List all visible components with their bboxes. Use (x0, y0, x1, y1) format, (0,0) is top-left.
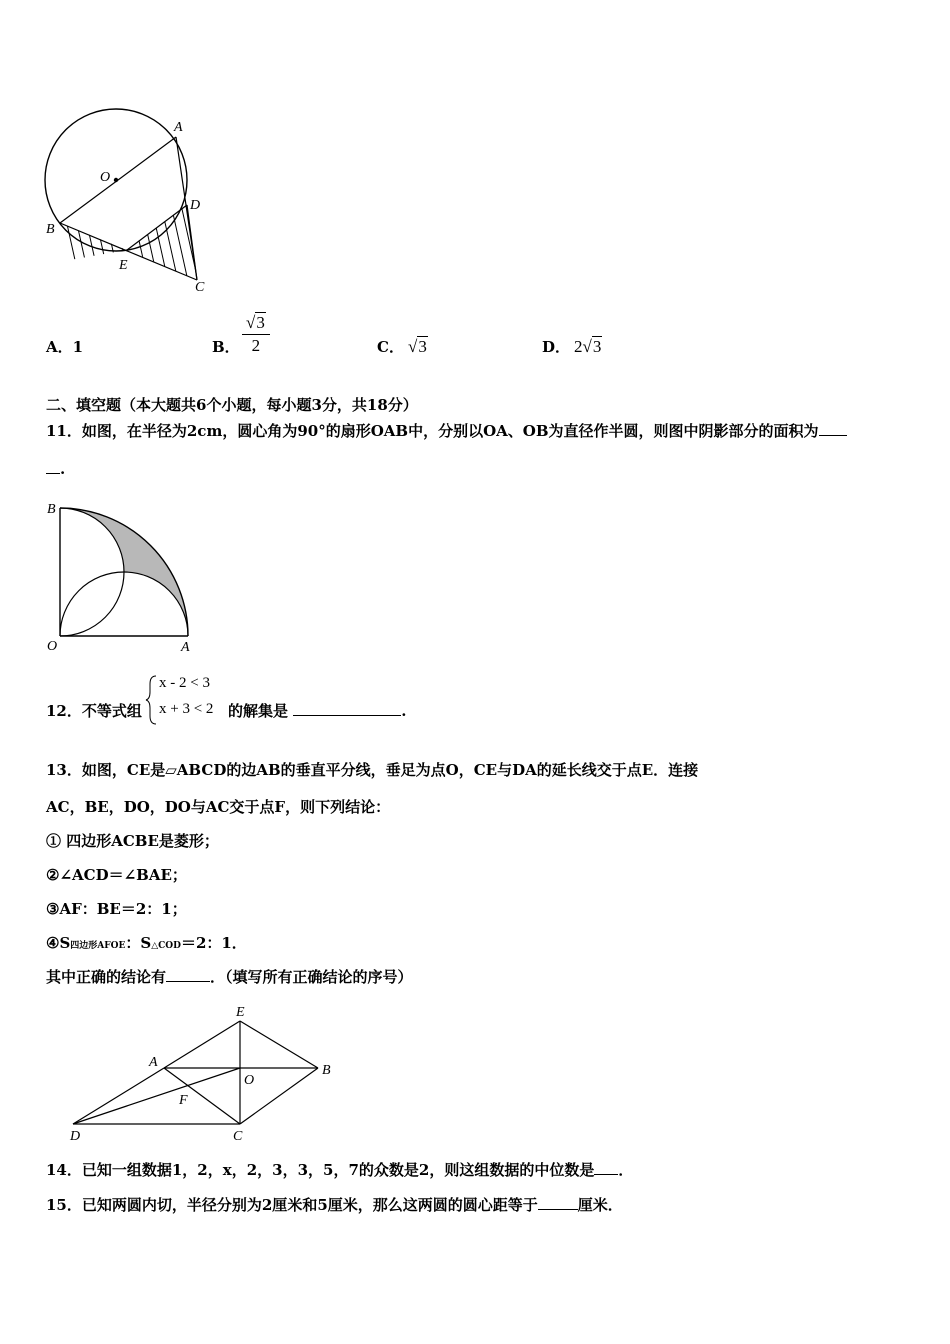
line-ac (164, 1068, 240, 1124)
label-E: E (236, 1005, 245, 1020)
q13-line2: AC，BE，DO，DO与AC交于点F，则下列结论： (46, 798, 391, 816)
line-ae (164, 1021, 240, 1068)
label-B: B (47, 502, 56, 517)
label-O: O (100, 170, 111, 185)
q13-conclusion-1: ① 四边形ACBE是菱形； (46, 832, 219, 850)
label-D: D (70, 1129, 81, 1144)
q11-text: 11．如图，在半径为2cm，圆心角为90°的扇形OAB中，分别以OA、OB为直径作半圆，则图中阴影部分的面积为 (46, 421, 847, 441)
line-eb (240, 1021, 318, 1068)
label-A: A (181, 640, 190, 655)
q12-prefix: 12．不等式组 (46, 702, 142, 720)
q15-text: 15．已知两圆内切，半径分别为2厘米和5厘米，那么这两圆的圆心距等于 厘米． (46, 1196, 623, 1214)
option-b-value: $\frac{√3}{2}$ (242, 312, 270, 357)
label-B: B (46, 222, 55, 237)
line-da (73, 1068, 164, 1124)
label-E: E (119, 258, 128, 273)
option-c-label[interactable]: C． (377, 338, 404, 356)
label-O: O (47, 639, 58, 654)
label-B: B (322, 1063, 331, 1078)
option-b-label[interactable]: B． (212, 338, 240, 356)
label-A: A (174, 120, 183, 135)
section-heading: 二、填空题（本大题共6个小题，每小题3分，共18分） (46, 396, 418, 414)
label-C: C (195, 280, 205, 295)
label-F: F (179, 1093, 188, 1108)
q12-inequality-2: x + 3 < 2 (159, 701, 214, 717)
option-a[interactable]: A．1 (46, 338, 84, 356)
label-A: A (149, 1055, 158, 1070)
label-O: O (244, 1073, 255, 1088)
option-d-value: 2√3 (574, 337, 602, 356)
q13-conclusion-2: ②∠ACD＝∠BAE； (46, 866, 187, 884)
q15-answer-blank[interactable] (538, 1195, 578, 1210)
q14-answer-blank[interactable] (594, 1160, 618, 1175)
label-D: D (190, 198, 201, 213)
q12-inequality-1: x - 2 < 3 (159, 675, 210, 691)
q13-question: 其中正确的结论有 ．（填写所有正确结论的序号） (46, 968, 413, 986)
q14-text: 14．已知一组数据1，2，x，2，3，3，5，7的众数是2，则这组数据的中位数是 ． (46, 1161, 634, 1179)
q13-conclusion-3: ③AF：BE＝2：1； (46, 900, 187, 918)
label-C: C (233, 1129, 243, 1144)
q13-line1: 13．如图，CE是▱ABCD的边AB的垂直平分线，垂足为点O，CE与DA的延长线交于点E．连接 (46, 761, 699, 779)
line-do (73, 1068, 240, 1124)
option-c-value: √3 (408, 337, 427, 356)
q13-conclusion-4: ④S四边形AFOE：S△COD＝2：1． (46, 934, 247, 952)
q12-suffix: 的解集是 . (228, 702, 407, 720)
option-d-label[interactable]: D． (542, 338, 571, 356)
q11-answer-line[interactable]: . (46, 459, 65, 479)
